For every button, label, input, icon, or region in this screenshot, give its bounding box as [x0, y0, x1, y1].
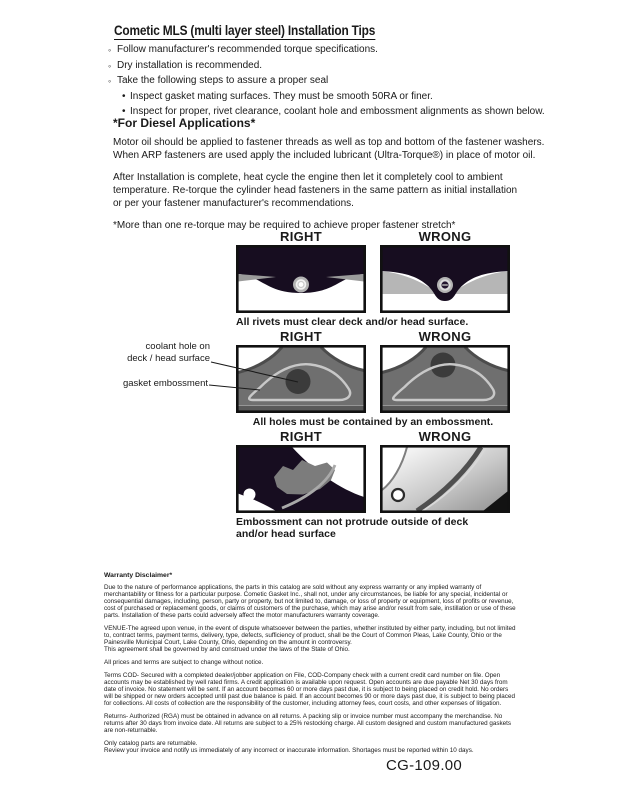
- page-title: Cometic MLS (multi layer steel) Installation Tips: [114, 23, 376, 38]
- diagram-row-rivets: [236, 229, 510, 329]
- section-heading: *For Diesel Applications*: [113, 116, 256, 130]
- tip-text: Take the following steps to assure a proper seal: [117, 75, 329, 87]
- diagram-caption: Embossment can not protrude outside of deck and/or head surface: [236, 516, 469, 540]
- paragraph: Motor oil should be applied to fastener threads as well as top and bottom of the fastener washers. When ARP fasteners are used apply the included lubricant (Ultra-Torque®) in place of motor oil.: [113, 137, 545, 161]
- list-item: [108, 92, 548, 103]
- disclaimer-paragraph: Terms COD- Secured with a completed dealer/jobber application on File, COD-Company check with a current credit card number on file. Open accounts may be established by well rated firms. A credit application is available upon request. Open accounts are due payable Net 30 days from date of invoice. No statement will be sent. If an account becomes 60 or more days past due, it is subject to being placed on credit hold. No orders will be shipped or new orders accepted until past due balance is paid. If an account becomes 90 or more days past due, it is subject to being placed for collections. All costs of collection are the responsibility of the customer, including attorney fees, court costs, and other expenses of litigation.: [104, 672, 515, 707]
- leader-line-coolant: [211, 362, 298, 382]
- paragraph: *More than one re-torque may be required to achieve proper fastener stretch*: [113, 220, 456, 231]
- diagram-protrusion-right: [236, 445, 366, 513]
- diagram-protrusion-wrong: [380, 445, 510, 513]
- disclaimer-heading: Warranty Disclaimer*: [104, 572, 173, 579]
- warranty-disclaimer: [104, 572, 517, 760]
- diagram-hole-wrong: [380, 345, 510, 413]
- bolt-hole: [392, 489, 404, 501]
- tip-text: Inspect for proper, rivet clearance, coolant hole and embossment alignments as shown below.: [130, 106, 545, 118]
- right-label: RIGHT: [280, 329, 322, 344]
- disclaimer-paragraph: Only catalog parts are returnable. Review your invoice and notify us immediately of any incorrect or inaccurate information. Shortages must be reported within 10 days.: [104, 740, 474, 754]
- disclaimer-paragraph: Returns- Authorized (RGA) must be obtained in advance on all returns. A packing slip or invoice number must accompany the merchandise. No returns after 30 days from invoice date. All returns are subject to a 25% restocking charge. All custom designed and custom manufactured gaskets are non-returnable.: [104, 713, 512, 734]
- diesel-applications-section: [113, 117, 543, 241]
- circle-bullet-icon: ◦: [108, 45, 112, 55]
- list-item: [108, 61, 548, 72]
- installation-tips-list: [108, 45, 548, 123]
- diagram-caption: All rivets must clear deck and/or head surface.: [236, 316, 469, 328]
- disclaimer-paragraph: All prices and terms are subject to change without notice.: [104, 659, 264, 666]
- paragraph: After Installation is complete, heat cycle the engine then let it completely cool to ambient temperature. Re-torque the cylinder head fasteners in the same pattern as initial installation or per your fastener manufacturer's recommendations.: [113, 172, 518, 209]
- tip-text: Follow manufacturer's recommended torque specifications.: [117, 44, 378, 55]
- wrong-label: WRONG: [418, 429, 472, 444]
- gasket-embossment-label: gasket embossment: [122, 378, 208, 389]
- diagram-caption: All holes must be contained by an embossment.: [252, 416, 494, 428]
- diagram-headers: [236, 429, 510, 445]
- right-label: RIGHT: [280, 429, 322, 444]
- dot-bullet-icon: •: [122, 106, 126, 118]
- tip-text: Dry installation is recommended.: [117, 59, 263, 71]
- tip-text: Inspect gasket mating surfaces. They must be smooth 50RA or finer.: [130, 90, 433, 102]
- diagram-rivet-wrong: [380, 245, 510, 313]
- bolt-hole: [244, 489, 256, 501]
- wrong-label: WRONG: [418, 229, 472, 244]
- leader-lines: [110, 338, 310, 398]
- diagram-row-protrusion: [236, 429, 510, 540]
- diagram-headers: [236, 229, 510, 245]
- page-number: CG-109.00: [386, 757, 463, 774]
- circle-bullet-icon: ◦: [108, 76, 112, 87]
- disclaimer-paragraph: Due to the nature of performance applications, the parts in this catalog are sold without any express warranty or any implied warranty of merchantability or fitness for a particular purpose. Cometic Gasket Inc., shall not, under any circumstances, be liable for any special, incidental or consequential damages, including, person, party or property, but not limited to, damage, or loss of property or equipment, loss of profits or revenue, cost of purchased or replacement goods, or claims of customers of the purchase, which may arise and/or result from sale, instillation or use of these parts. Installation of these parts could adversely affect the motor manufacturers warranty coverage.: [104, 584, 516, 619]
- coolant-hole-label: coolant hole on deck / head surface: [127, 341, 210, 364]
- diagram-rivet-right: [236, 245, 366, 313]
- right-label: RIGHT: [280, 229, 322, 244]
- dot-bullet-icon: •: [122, 90, 126, 102]
- leader-line-embossment: [209, 385, 260, 390]
- disclaimer-paragraph: VENUE-The agreed upon venue, in the event of dispute whatsoever between the parties, whether instituted by either party, including, but not limited to, contract terms, payment terms, delivery, type, defects, sufficiency of product, shall be the Court of Common Pleas, Lake County, Ohio or the Painesville Municipal Court, Lake County, Ohio, depending on the amount in controversy. This agreement shall be governed by and construed under the laws of the State of Ohio.: [104, 625, 516, 653]
- list-item: [108, 76, 548, 87]
- list-item: [108, 45, 548, 56]
- circle-bullet-icon: ◦: [108, 60, 112, 71]
- wrong-label: WRONG: [418, 329, 472, 344]
